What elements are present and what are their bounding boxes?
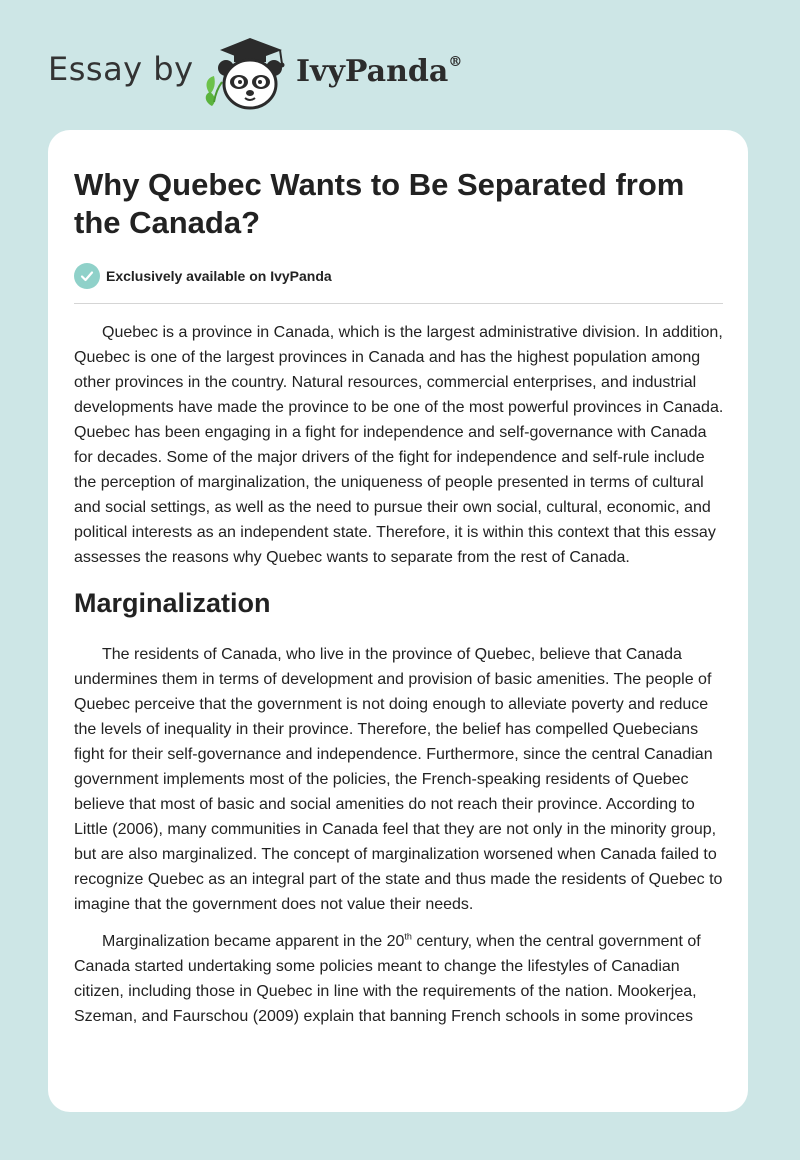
paragraph: The residents of Canada, who live in the province of Quebec, believe that Canada undermines them in terms of development and provision of basic amenities. The people of Quebec perceive that the government is not doing enough to alleviate poverty and reduce the levels of inequality in their province. Therefore, the belief has compelled Quebecians fight for their self-governance and independence. Furthermore, since the central Canadian government implements most of the policies, the French-speaking residents of Quebec believe that most of basic and social amenities do not reach their province. According to Little (2006), many communities in Canada feel that they are not only in the minority group, but are also marginalized. The concept of marginalization worsened when Canada failed to recognize Quebec as an integral part of the state and thus made the residents of Quebec to imagine that the government does not value their needs.: [74, 646, 723, 913]
article-body: [74, 320, 724, 1041]
section-heading: Marginalization: [74, 588, 271, 618]
brand-text: IvyPanda: [296, 54, 449, 89]
brand-name[interactable]: [296, 54, 462, 89]
intro-paragraph: Quebec is a province in Canada, which is the largest administrative division. In addition, Quebec is one of the largest provinces in Canada and has the highest population among other provinces in the country. Natural resources, commercial enterprises, and industrial developments have made the province to be one of the most powerful provinces in Canada. Quebec has been engaging in a fight for independence and self-governance with Canada for decades. Some of the major drivers of the fight for independence and self-rule include the perception of marginalization, the uniqueness of people presented in terms of cultural and social settings, as well as the need to pursue their own social, cultural, economic, and political interests as an independent state. Therefore, it is within this context that this essay assesses the reasons why Quebec wants to separate from the rest of Canada.: [74, 324, 724, 566]
essay-by-label: Essay by: [48, 50, 194, 88]
paragraph-text-rest: century, when the central government of Canada started undertaking some policies meant to change the lifestyles of Canadian citizen, including those in Quebec in line with the requirements of the nation. Mookerjea, Szeman, and Faurschou (2009) explain that banning French schools in some provinces: [74, 933, 701, 1025]
trademark-symbol: ®: [448, 54, 463, 70]
check-icon: [80, 269, 94, 283]
exclusive-label: Exclusively available on IvyPanda: [106, 268, 332, 284]
page-title: Why Quebec Wants to Be Separated from the Canada?: [74, 167, 685, 240]
essay-card: [48, 130, 748, 1112]
divider: [74, 303, 723, 304]
exclusive-badge: [74, 263, 332, 289]
paragraph: [74, 929, 724, 1029]
ivypanda-logo-icon[interactable]: [200, 36, 296, 112]
site-header: [0, 0, 800, 125]
paragraph-text-start: Marginalization became apparent in the 20: [102, 933, 405, 950]
ordinal-superscript: th: [404, 931, 412, 942]
check-badge-icon: [74, 263, 100, 289]
